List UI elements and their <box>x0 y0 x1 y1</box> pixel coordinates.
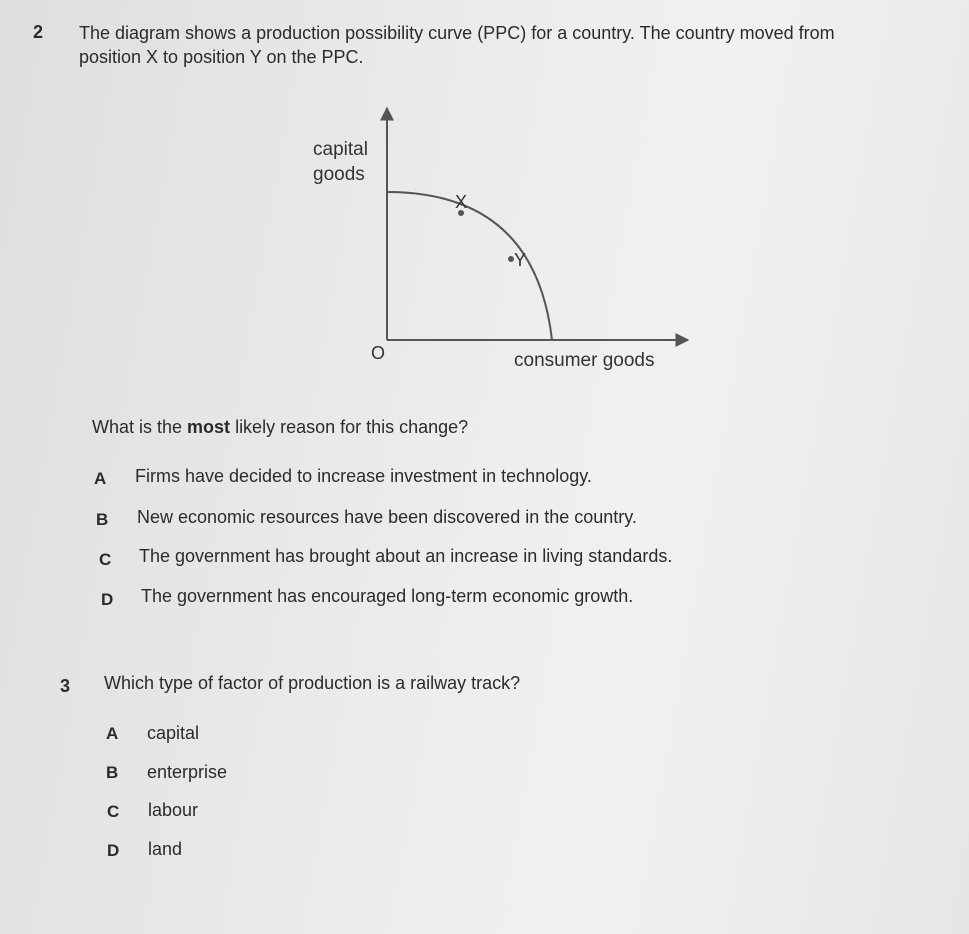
y-axis-label-line-1: capital <box>313 139 368 160</box>
origin-label: O <box>371 343 386 363</box>
q2-option-c-letter: C <box>99 550 112 569</box>
question-2-stem-line-2: position X to position Y on the PPC. <box>79 47 364 67</box>
q2-option-c-text: The government has brought about an increase in living standards. <box>139 546 673 566</box>
q3-option-d-text: land <box>148 839 183 859</box>
point-y-label: Y <box>514 250 527 270</box>
point-x-label: X <box>455 192 468 212</box>
question-2-number: 2 <box>33 22 44 42</box>
ppc-diagram <box>300 100 700 380</box>
x-axis-label: consumer goods <box>514 350 655 371</box>
q2-option-d-letter: D <box>101 590 114 609</box>
question-2-prompt <box>92 416 468 439</box>
q2-option-b-letter: B <box>96 510 109 529</box>
question-2-stem-line-1: The diagram shows a production possibility curve (PPC) for a country. The country moved from <box>79 23 835 43</box>
q3-option-b-letter: B <box>106 763 119 782</box>
q3-option-d-letter: D <box>107 841 120 860</box>
q2-option-a-text: Firms have decided to increase investment in technology. <box>135 466 592 486</box>
q3-option-c-text: labour <box>148 800 199 820</box>
q2-option-d-text: The government has encouraged long-term economic growth. <box>141 586 634 606</box>
q3-option-a-text: capital <box>147 723 200 743</box>
y-axis-label-line-2: goods <box>313 164 365 185</box>
q3-option-b-text: enterprise <box>147 762 228 782</box>
prompt-prefix: What is the <box>92 417 188 437</box>
q2-option-a-letter: A <box>94 469 107 488</box>
question-3-number: 3 <box>60 676 71 696</box>
q3-option-c-letter: C <box>107 802 120 821</box>
prompt-emphasis: most <box>187 417 231 437</box>
ppc-curve <box>387 192 552 340</box>
q3-option-a-letter: A <box>106 724 119 743</box>
prompt-suffix: likely reason for this change? <box>230 417 469 437</box>
question-3-stem: Which type of factor of production is a railway track? <box>104 673 521 693</box>
q2-option-b-text: New economic resources have been discovered in the country. <box>137 507 637 527</box>
